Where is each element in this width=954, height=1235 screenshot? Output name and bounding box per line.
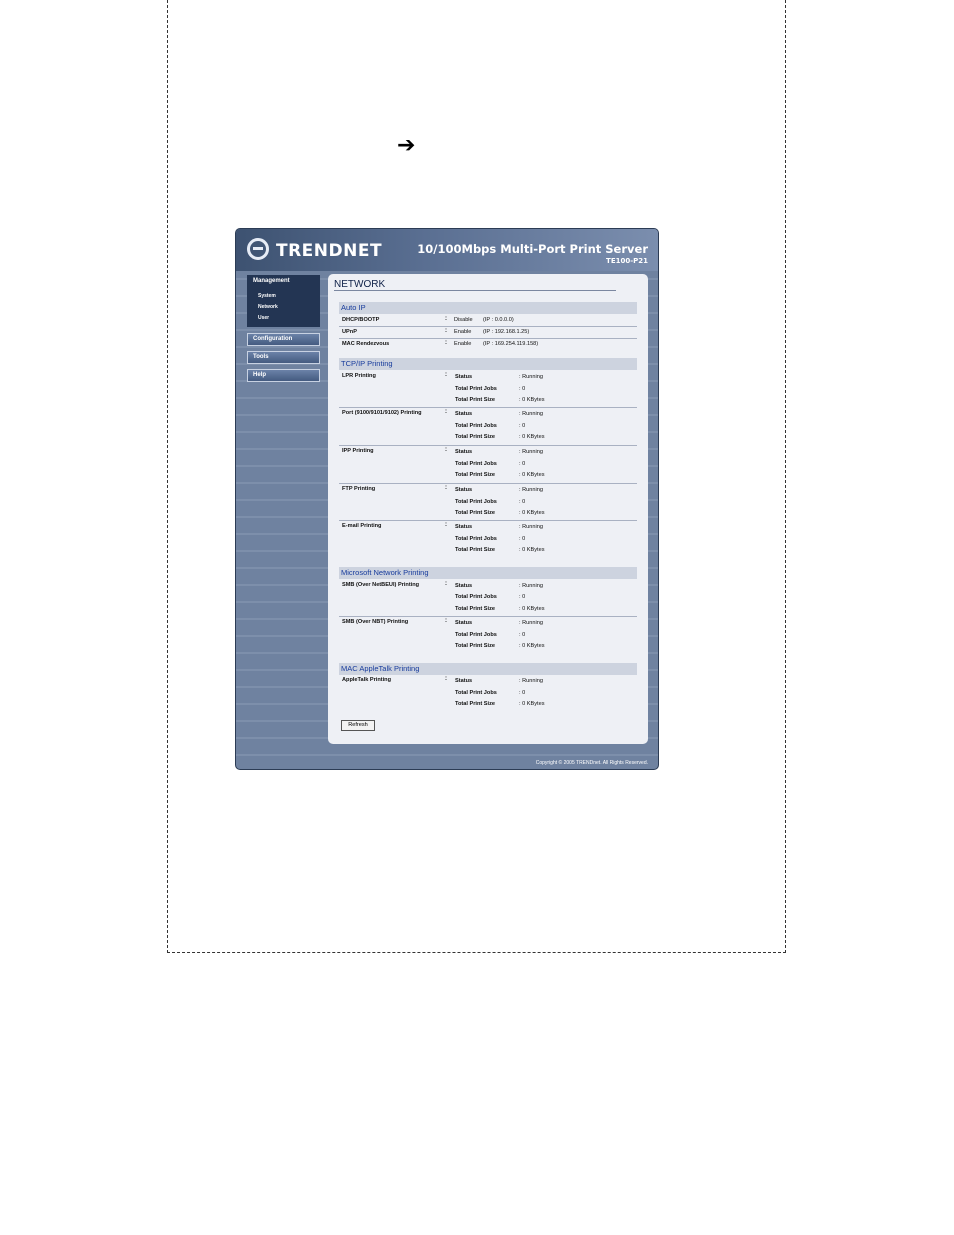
row-ip-dhcp: (IP : 0.0.0.0) (483, 317, 514, 323)
colon: : (445, 372, 447, 378)
jobs-value: : 0 (519, 386, 526, 392)
size-label: Total Print Size (455, 643, 495, 649)
group-label-appletalk: AppleTalk Printing (342, 677, 391, 683)
jobs-value: : 0 (519, 536, 526, 542)
size-label: Total Print Size (455, 701, 495, 707)
jobs-value: : 0 (519, 423, 526, 429)
colon: : (445, 409, 447, 415)
status-value: : Running (519, 620, 543, 626)
jobs-label: Total Print Jobs (455, 461, 497, 467)
status-value: : Running (519, 678, 543, 684)
status-value: : Running (519, 411, 543, 417)
refresh-button[interactable]: Refresh (341, 720, 375, 731)
arrow-icon: ➔ (397, 133, 416, 158)
row-ip-mac-rendezvous: (IP : 169.254.119.158) (483, 341, 539, 347)
product-title: 10/100Mbps Multi-Port Print Server (417, 242, 648, 256)
size-value: : 0 KBytes (519, 472, 545, 478)
nav-management[interactable]: Management (247, 275, 320, 288)
jobs-label: Total Print Jobs (455, 632, 497, 638)
status-value: : Running (519, 374, 543, 380)
size-label: Total Print Size (455, 547, 495, 553)
size-label: Total Print Size (455, 510, 495, 516)
jobs-value: : 0 (519, 461, 526, 467)
section-mac-appletalk-printing: MAC AppleTalk Printing (339, 663, 637, 675)
management-submenu (247, 288, 320, 327)
group-label-lpr: LPR Printing (342, 373, 376, 379)
section-microsoft-printing: Microsoft Network Printing (339, 567, 637, 579)
model-number: TE100-P21 (606, 257, 648, 265)
colon: : (445, 316, 447, 322)
group-label-email: E-mail Printing (342, 523, 382, 529)
row-divider (339, 483, 637, 484)
colon: : (445, 581, 447, 587)
nav-help[interactable]: Help (247, 369, 320, 382)
size-value: : 0 KBytes (519, 434, 545, 440)
status-label: Status (455, 487, 473, 493)
page-title: NETWORK (334, 279, 386, 290)
colon: : (445, 618, 447, 624)
nav-item-user[interactable]: User (258, 315, 270, 321)
size-value: : 0 KBytes (519, 397, 545, 403)
web-ui-screenshot (235, 228, 659, 770)
row-value-dhcp: Disable (454, 317, 473, 323)
jobs-value: : 0 (519, 690, 526, 696)
jobs-label: Total Print Jobs (455, 536, 497, 542)
size-value: : 0 KBytes (519, 510, 545, 516)
nav-tools[interactable]: Tools (247, 351, 320, 364)
jobs-label: Total Print Jobs (455, 499, 497, 505)
row-label-mac-rendezvous: MAC Rendezvous (342, 341, 390, 347)
group-label-ipp: IPP Printing (342, 448, 374, 454)
status-label: Status (455, 620, 473, 626)
group-label-smb-netbeui: SMB (Over NetBEUI) Printing (342, 582, 420, 588)
size-value: : 0 KBytes (519, 643, 545, 649)
colon: : (445, 447, 447, 453)
size-label: Total Print Size (455, 434, 495, 440)
section-auto-ip: Auto IP (339, 302, 637, 314)
colon: : (445, 485, 447, 491)
status-label: Status (455, 411, 473, 417)
group-label-port-9100: Port (9100/9101/9102) Printing (342, 410, 422, 416)
jobs-label: Total Print Jobs (455, 386, 497, 392)
brand-logo: TRENDNET (276, 241, 383, 261)
row-divider (339, 616, 637, 617)
jobs-value: : 0 (519, 632, 526, 638)
content-panel (328, 274, 648, 744)
size-value: : 0 KBytes (519, 606, 545, 612)
trendnet-logo-icon (247, 238, 269, 260)
colon: : (445, 328, 447, 334)
colon: : (445, 676, 447, 682)
size-value: : 0 KBytes (519, 701, 545, 707)
status-value: : Running (519, 487, 543, 493)
jobs-value: : 0 (519, 594, 526, 600)
row-label-dhcp: DHCP/BOOTP (342, 317, 380, 323)
status-value: : Running (519, 524, 543, 530)
row-ip-upnp: (IP : 192.168.1.25) (483, 329, 530, 335)
group-label-smb-nbt: SMB (Over NBT) Printing (342, 619, 409, 625)
title-divider (334, 290, 616, 291)
status-label: Status (455, 678, 473, 684)
row-divider (339, 520, 637, 521)
row-divider (339, 338, 637, 339)
jobs-value: : 0 (519, 499, 526, 505)
colon: : (445, 522, 447, 528)
status-label: Status (455, 524, 473, 530)
nav-item-system[interactable]: System (258, 293, 276, 299)
row-divider (339, 326, 637, 327)
status-value: : Running (519, 583, 543, 589)
section-tcpip-printing: TCP/IP Printing (339, 358, 637, 370)
group-label-ftp: FTP Printing (342, 486, 376, 492)
size-label: Total Print Size (455, 472, 495, 478)
size-label: Total Print Size (455, 606, 495, 612)
jobs-label: Total Print Jobs (455, 594, 497, 600)
status-label: Status (455, 374, 473, 380)
jobs-label: Total Print Jobs (455, 423, 497, 429)
row-divider (339, 445, 637, 446)
status-label: Status (455, 583, 473, 589)
row-value-mac-rendezvous: Enable (454, 341, 472, 347)
row-label-upnp: UPnP (342, 329, 357, 335)
copyright-text: Copyright © 2005 TRENDnet. All Rights Reserved. (535, 760, 648, 766)
nav-configuration[interactable]: Configuration (247, 333, 320, 346)
header-banner (236, 229, 658, 271)
sidebar-nav (247, 275, 320, 387)
nav-item-network[interactable]: Network (258, 304, 278, 310)
colon: : (445, 340, 447, 346)
row-value-upnp: Enable (454, 329, 472, 335)
size-label: Total Print Size (455, 397, 495, 403)
jobs-label: Total Print Jobs (455, 690, 497, 696)
status-label: Status (455, 449, 473, 455)
size-value: : 0 KBytes (519, 547, 545, 553)
status-value: : Running (519, 449, 543, 455)
row-divider (339, 407, 637, 408)
